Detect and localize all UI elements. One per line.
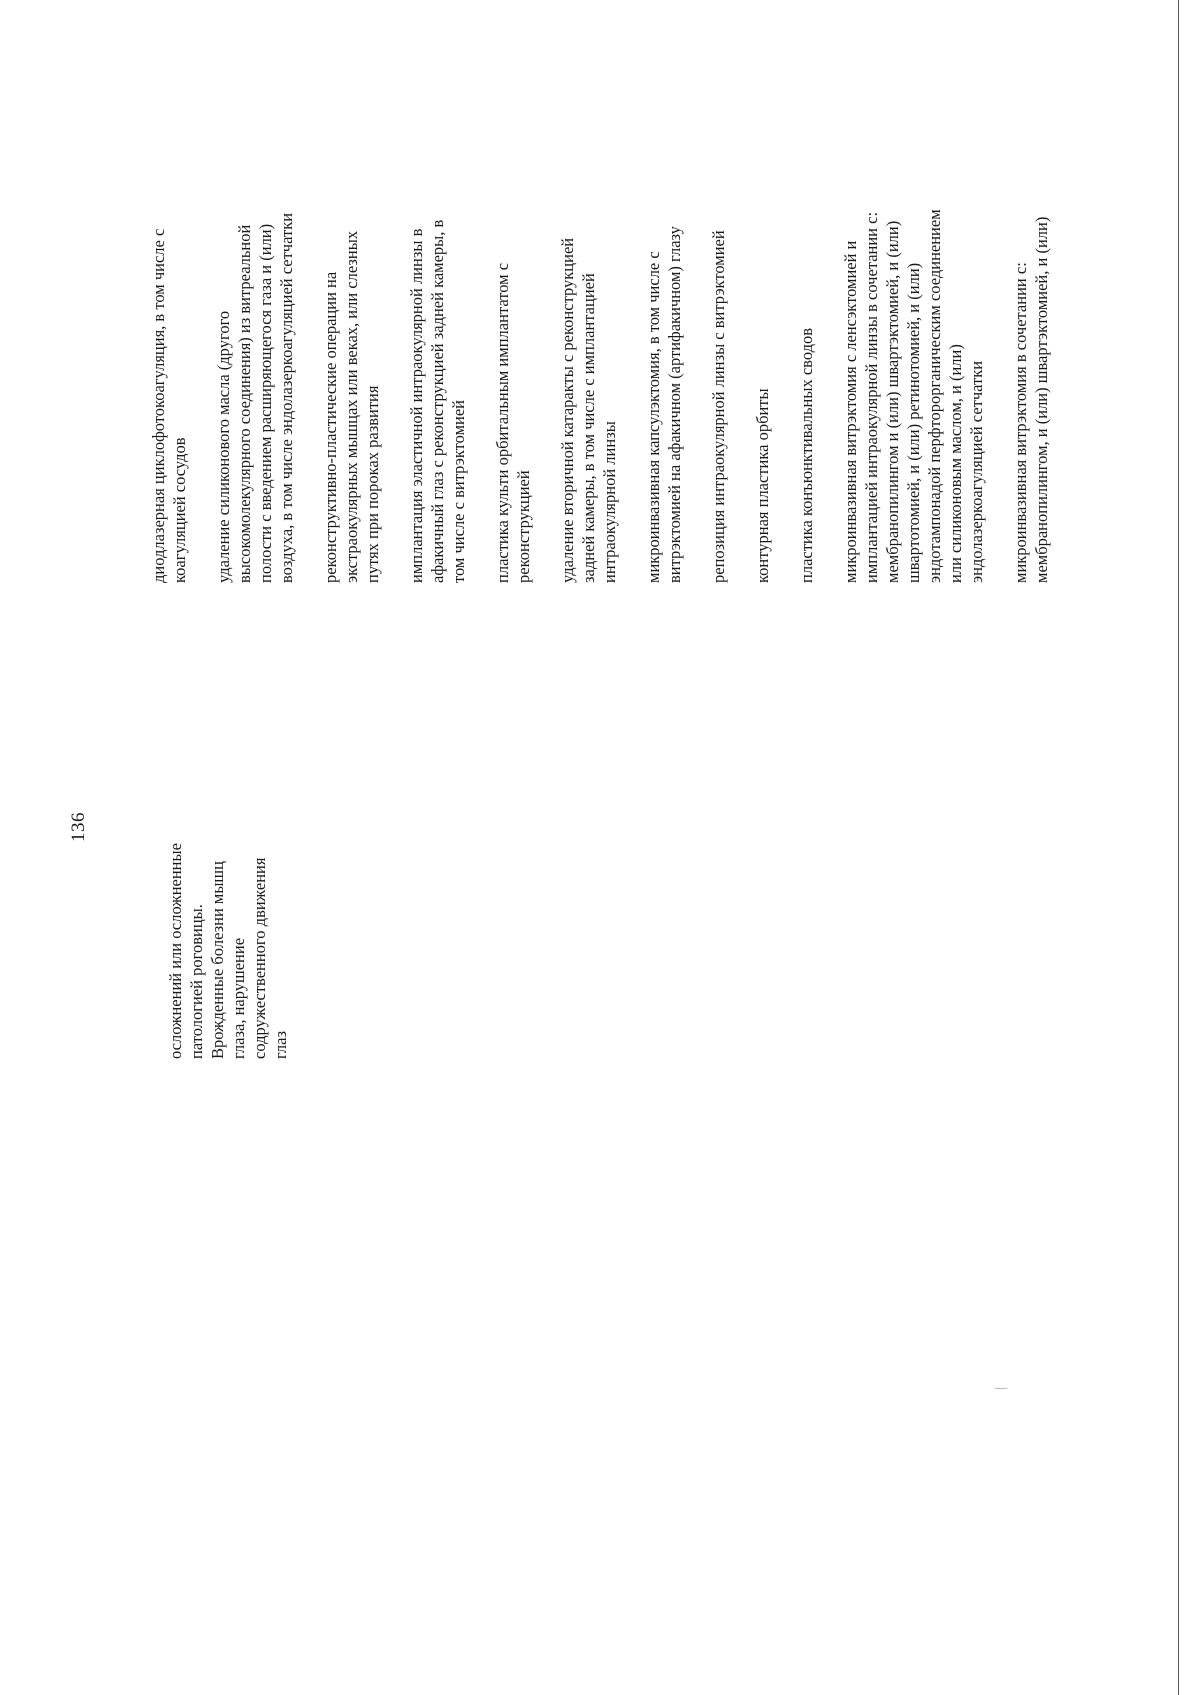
procedure-item: микроинвазивная витрэктомия с ленсэктомией и имплантацией интраокулярной линзы в сочетании с: мембранопилингом и (или) швартэктомией, и (или) швартотомией, и (или) ретинотомией, и (или) эндотампонадой перфторорганическим соединением или силиконовым маслом, и (или) эндолазеркоагуляцией сетчатки xyxy=(841,209,986,583)
procedure-item: микроинвазивная капсулэктомия, в том числе с витрэктомией на афакичном (артифакичном) глазу xyxy=(644,226,684,583)
procedure-item: контурная пластика орбиты xyxy=(753,388,772,583)
procedure-item: репозиция интраокулярной линзы с витрэктомией xyxy=(709,230,728,583)
diagnosis-text: осложнений или осложненные патологией роговицы. Врожденные болезни мышц глаза, нарушение содружественного движения глаз xyxy=(166,843,290,1059)
procedure-item: реконструктивно-пластические операции на экстраокулярных мышцах или веках, или слезных путях при пороках развития xyxy=(321,230,382,583)
page-edge-rule xyxy=(1178,0,1179,1695)
procedures-column xyxy=(148,123,1075,583)
procedure-item: диодлазерная циклофотокоагуляция, в том числе с коагуляцией сосудов xyxy=(149,228,189,583)
procedure-item: удаление вторичной катаракты с реконструкцией задней камеры, в том числе с имплантацией интраокулярной линзы xyxy=(558,237,619,583)
procedure-item: имплантация эластичной интраокулярной линзы в афакичный глаз с реконструкцией задней камеры, в том числе с витрэктомией xyxy=(407,219,468,583)
procedure-item: пластика конъюнктивальных сводов xyxy=(797,327,816,583)
procedure-item: удаление силиконового масла (другого высокомолекулярного соединения) из витреальной полости с введением расширяющегося газа и (или) воздуха, в том числе эндолазеркоагуляцией сетчатки xyxy=(214,212,296,583)
scan-tick-mark xyxy=(995,1388,1007,1389)
procedure-item: пластика культи орбитальным имплантатом с реконструкцией xyxy=(493,262,533,583)
procedure-item: микроинвазивная витрэктомия в сочетании с: мембранопилингом, и (или) швартэктомией, и (или) xyxy=(1011,216,1051,583)
page-number: 136 xyxy=(68,812,89,842)
